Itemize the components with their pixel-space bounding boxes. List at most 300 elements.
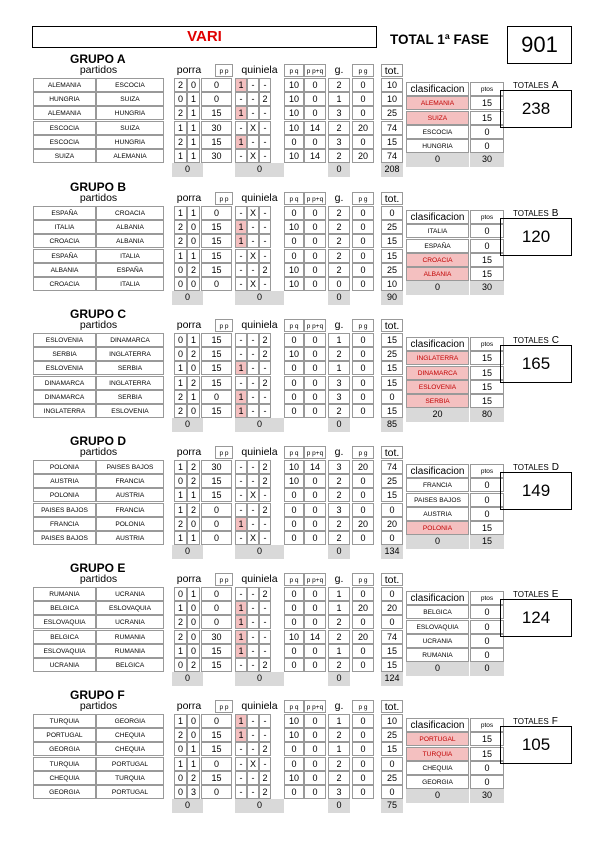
combined-points: 0: [304, 333, 326, 347]
quiniela-label: quiniela: [241, 192, 278, 204]
home-team: PAISES BAJOS: [33, 503, 96, 517]
goals: 1: [328, 714, 350, 728]
pg-label: p g: [352, 192, 374, 205]
clas-team: GEORGIA: [406, 775, 469, 789]
quiniela-2: -: [259, 531, 271, 545]
ppq-label: p p+q: [304, 64, 326, 77]
porra-away-goals: 0: [187, 728, 200, 742]
row-total: 25: [381, 347, 403, 361]
porra-away-goals: 1: [187, 531, 200, 545]
quiniela-points: 0: [284, 404, 304, 418]
porra-points: 15: [201, 263, 232, 277]
porra-label: porra: [176, 192, 202, 204]
combined-points: 0: [304, 615, 326, 629]
clas-points: 15: [470, 267, 504, 281]
goals: 1: [328, 361, 350, 375]
quiniela-2: -: [259, 78, 271, 92]
home-team: CROACIA: [33, 234, 96, 248]
clas-points: 0: [470, 224, 504, 238]
quiniela-points: 0: [284, 742, 304, 756]
porra-home-goals: 2: [174, 390, 187, 404]
quiniela-2: -: [259, 728, 271, 742]
away-team: SUIZA: [96, 92, 164, 106]
away-team: HUNGRIA: [96, 135, 164, 149]
away-team: BELGICA: [96, 658, 164, 672]
quiniela-points: 0: [284, 234, 304, 248]
porra-away-goals: 0: [187, 78, 200, 92]
group-total: 124: [500, 599, 572, 637]
porra-points: 15: [201, 347, 232, 361]
porra-points: 0: [201, 714, 232, 728]
quiniela-label: quiniela: [241, 446, 278, 458]
sum-quiniela: 0: [235, 799, 284, 813]
row-total: 15: [381, 234, 403, 248]
g-label: g.: [334, 446, 344, 458]
away-team: UCRANIA: [96, 615, 164, 629]
row-total: 25: [381, 263, 403, 277]
goals: 3: [328, 460, 350, 474]
ppq-label: p p+q: [304, 192, 326, 205]
quiniela-points: 0: [284, 361, 304, 375]
quiniela-points: 10: [284, 277, 304, 291]
clasificacion-label: clasificacion: [406, 718, 469, 732]
clas-sum-b: 30: [470, 153, 504, 167]
home-team: RUMANIA: [33, 587, 96, 601]
combined-points: 14: [304, 460, 326, 474]
quiniela-2: 2: [259, 474, 271, 488]
quiniela-points: 0: [284, 601, 304, 615]
combined-points: 14: [304, 630, 326, 644]
group-total: 238: [500, 90, 572, 128]
home-team: FRANCIA: [33, 517, 96, 531]
quiniela-x: -: [247, 771, 259, 785]
quiniela-2: -: [259, 517, 271, 531]
combined-points: 0: [304, 714, 326, 728]
away-team: PORTUGAL: [96, 785, 164, 799]
quiniela-2: -: [259, 135, 271, 149]
quiniela-x: -: [247, 630, 259, 644]
porra-away-goals: 2: [187, 460, 200, 474]
group-total: 105: [500, 726, 572, 764]
clasificacion-label: clasificacion: [406, 464, 469, 478]
home-team: PORTUGAL: [33, 728, 96, 742]
quiniela-2: -: [259, 714, 271, 728]
porra-away-goals: 2: [187, 347, 200, 361]
goals-points: 0: [352, 714, 374, 728]
porra-home-goals: 1: [174, 149, 187, 163]
home-team: GEORGIA: [33, 742, 96, 756]
sum-porra: 0: [172, 291, 203, 305]
quiniela-2: -: [259, 390, 271, 404]
clas-points: 15: [470, 111, 504, 125]
combined-points: 0: [304, 106, 326, 120]
quiniela-points: 10: [284, 78, 304, 92]
porra-home-goals: 1: [174, 460, 187, 474]
goals-points: 20: [352, 460, 374, 474]
quiniela-x: X: [247, 121, 259, 135]
porra-home-goals: 1: [174, 376, 187, 390]
quiniela-points: 0: [284, 135, 304, 149]
quiniela-1: -: [235, 277, 247, 291]
clas-team: ITALIA: [406, 224, 469, 238]
combined-points: 0: [304, 263, 326, 277]
porra-points: 0: [201, 757, 232, 771]
goals: 2: [328, 658, 350, 672]
clas-sum-b: 30: [470, 281, 504, 295]
away-team: GEORGIA: [96, 714, 164, 728]
ppq-label: p p+q: [304, 446, 326, 459]
porra-points: 15: [201, 376, 232, 390]
quiniela-1: 1: [235, 728, 247, 742]
home-team: SERBIA: [33, 347, 96, 361]
combined-points: 0: [304, 531, 326, 545]
away-team: SERBIA: [96, 390, 164, 404]
combined-points: 0: [304, 474, 326, 488]
porra-away-goals: 1: [187, 333, 200, 347]
quiniela-2: -: [259, 149, 271, 163]
quiniela-1: -: [235, 149, 247, 163]
porra-away-goals: 0: [187, 404, 200, 418]
quiniela-x: -: [247, 333, 259, 347]
clas-points: 0: [470, 139, 504, 153]
quiniela-1: -: [235, 785, 247, 799]
group-total: 149: [500, 472, 572, 510]
tot-label: tot.: [381, 446, 403, 459]
quiniela-x: -: [247, 460, 259, 474]
goals-points: 20: [352, 517, 374, 531]
ptos-label: ptos: [470, 591, 504, 605]
home-team: INGLATERRA: [33, 404, 96, 418]
quiniela-x: -: [247, 361, 259, 375]
row-total: 10: [381, 78, 403, 92]
porra-away-goals: 0: [187, 644, 200, 658]
sum-total: 75: [381, 799, 403, 813]
clas-team: RUMANIA: [406, 648, 469, 662]
goals-points: 0: [352, 333, 374, 347]
pp-label: p p: [215, 319, 233, 332]
g-label: g.: [334, 64, 344, 76]
goals: 1: [328, 587, 350, 601]
quiniela-2: 2: [259, 785, 271, 799]
porra-home-goals: 0: [174, 785, 187, 799]
away-team: RUMANIA: [96, 644, 164, 658]
porra-home-goals: 0: [174, 742, 187, 756]
goals-points: 0: [352, 404, 374, 418]
row-total: 15: [381, 376, 403, 390]
partidos-label: partidos: [79, 192, 118, 204]
porra-home-goals: 2: [174, 404, 187, 418]
ppq-label: p p+q: [304, 700, 326, 713]
quiniela-x: X: [247, 277, 259, 291]
sum-goals: 0: [328, 418, 350, 432]
group-total: 165: [500, 345, 572, 383]
quiniela-2: 2: [259, 587, 271, 601]
home-team: PAISES BAJOS: [33, 531, 96, 545]
group-title: GRUPO E: [70, 561, 126, 575]
quiniela-points: 0: [284, 658, 304, 672]
porra-points: 0: [201, 531, 232, 545]
porra-away-goals: 1: [187, 135, 200, 149]
porra-points: 0: [201, 615, 232, 629]
sum-porra: 0: [172, 799, 203, 813]
totales-letter: B: [551, 208, 559, 219]
porra-points: 0: [201, 92, 232, 106]
clas-sum-a: 0: [406, 281, 469, 295]
goals-points: 0: [352, 361, 374, 375]
clas-team: HUNGRIA: [406, 139, 469, 153]
quiniela-x: -: [247, 714, 259, 728]
quiniela-points: 0: [284, 206, 304, 220]
goals-points: 0: [352, 503, 374, 517]
quiniela-1: 1: [235, 106, 247, 120]
row-total: 25: [381, 106, 403, 120]
away-team: ITALIA: [96, 277, 164, 291]
quiniela-2: -: [259, 249, 271, 263]
sum-quiniela: 0: [235, 672, 284, 686]
goals: 3: [328, 785, 350, 799]
goals-points: 0: [352, 135, 374, 149]
sum-total: 124: [381, 672, 403, 686]
clas-team: INGLATERRA: [406, 351, 469, 365]
quiniela-1: 1: [235, 601, 247, 615]
quiniela-points: 0: [284, 390, 304, 404]
quiniela-x: -: [247, 135, 259, 149]
porra-points: 15: [201, 644, 232, 658]
sum-goals: 0: [328, 545, 350, 559]
partidos-label: partidos: [79, 319, 118, 331]
away-team: INGLATERRA: [96, 376, 164, 390]
goals: 2: [328, 474, 350, 488]
porra-away-goals: 0: [187, 361, 200, 375]
clas-team: ALEMANIA: [406, 96, 469, 110]
row-total: 20: [381, 517, 403, 531]
goals-points: 0: [352, 376, 374, 390]
porra-home-goals: 0: [174, 474, 187, 488]
quiniela-2: 2: [259, 658, 271, 672]
away-team: AUSTRIA: [96, 488, 164, 502]
row-total: 0: [381, 615, 403, 629]
away-team: ESLOVAQUIA: [96, 601, 164, 615]
porra-points: 30: [201, 460, 232, 474]
porra-points: 30: [201, 149, 232, 163]
partidos-label: partidos: [79, 573, 118, 585]
away-team: SUIZA: [96, 121, 164, 135]
clas-points: 0: [470, 125, 504, 139]
quiniela-x: -: [247, 106, 259, 120]
home-team: CROACIA: [33, 277, 96, 291]
clas-points: 15: [470, 366, 504, 380]
quiniela-points: 10: [284, 92, 304, 106]
quiniela-points: 10: [284, 121, 304, 135]
quiniela-2: -: [259, 206, 271, 220]
away-team: PORTUGAL: [96, 757, 164, 771]
totales-word: TOTALES: [513, 717, 549, 726]
quiniela-1: 1: [235, 644, 247, 658]
porra-home-goals: 0: [174, 263, 187, 277]
group-b: [0, 180, 595, 308]
row-total: 0: [381, 206, 403, 220]
group-title: GRUPO B: [70, 180, 127, 194]
porra-home-goals: 0: [174, 92, 187, 106]
porra-points: 15: [201, 742, 232, 756]
partidos-label: partidos: [79, 64, 118, 76]
sum-goals: 0: [328, 163, 350, 177]
away-team: ESCOCIA: [96, 78, 164, 92]
goals-points: 0: [352, 347, 374, 361]
pp-label: p p: [215, 446, 233, 459]
combined-points: 0: [304, 644, 326, 658]
clasificacion-label: clasificacion: [406, 337, 469, 351]
porra-label: porra: [176, 446, 202, 458]
away-team: POLONIA: [96, 517, 164, 531]
combined-points: 0: [304, 361, 326, 375]
clas-points: 0: [470, 478, 504, 492]
porra-home-goals: 0: [174, 771, 187, 785]
quiniela-points: 10: [284, 263, 304, 277]
away-team: FRANCIA: [96, 474, 164, 488]
porra-home-goals: 2: [174, 78, 187, 92]
home-team: GEORGIA: [33, 785, 96, 799]
combined-points: 0: [304, 78, 326, 92]
clas-points: 0: [470, 634, 504, 648]
porra-points: 15: [201, 249, 232, 263]
goals-points: 0: [352, 728, 374, 742]
clas-sum-b: 0: [470, 662, 504, 676]
quiniela-x: -: [247, 78, 259, 92]
quiniela-1: -: [235, 263, 247, 277]
combined-points: 0: [304, 785, 326, 799]
row-total: 25: [381, 220, 403, 234]
pg-label: p g: [352, 446, 374, 459]
quiniela-x: X: [247, 531, 259, 545]
away-team: INGLATERRA: [96, 347, 164, 361]
porra-away-goals: 1: [187, 587, 200, 601]
home-team: ESLOVENIA: [33, 333, 96, 347]
totales-word: TOTALES: [513, 81, 549, 90]
porra-points: 15: [201, 404, 232, 418]
quiniela-1: 1: [235, 135, 247, 149]
quiniela-1: -: [235, 771, 247, 785]
goals: 2: [328, 206, 350, 220]
quiniela-points: 10: [284, 474, 304, 488]
clas-sum-b: 15: [470, 535, 504, 549]
goals-points: 0: [352, 390, 374, 404]
goals-points: 20: [352, 601, 374, 615]
pg-label: p g: [352, 573, 374, 586]
home-team: TURQUIA: [33, 757, 96, 771]
tot-label: tot.: [381, 64, 403, 77]
home-team: ALBANIA: [33, 263, 96, 277]
away-team: ALBANIA: [96, 234, 164, 248]
row-total: 25: [381, 728, 403, 742]
home-team: POLONIA: [33, 460, 96, 474]
quiniela-1: 1: [235, 390, 247, 404]
combined-points: 0: [304, 135, 326, 149]
quiniela-points: 0: [284, 785, 304, 799]
quiniela-points: 10: [284, 771, 304, 785]
away-team: AUSTRIA: [96, 531, 164, 545]
porra-home-goals: 2: [174, 630, 187, 644]
porra-home-goals: 2: [174, 234, 187, 248]
quiniela-2: -: [259, 615, 271, 629]
quiniela-1: -: [235, 757, 247, 771]
away-team: ESLOVENIA: [96, 404, 164, 418]
goals-points: 0: [352, 106, 374, 120]
ptos-label: ptos: [470, 337, 504, 351]
quiniela-points: 10: [284, 220, 304, 234]
group-a: [0, 52, 595, 180]
porra-points: 15: [201, 658, 232, 672]
goals-points: 0: [352, 771, 374, 785]
goals-points: 0: [352, 92, 374, 106]
partidos-label: partidos: [79, 700, 118, 712]
porra-points: 15: [201, 474, 232, 488]
clas-team: PAISES BAJOS: [406, 493, 469, 507]
pq-label: p q: [284, 700, 304, 713]
porra-away-goals: 1: [187, 390, 200, 404]
clas-team: DINAMARCA: [406, 366, 469, 380]
row-total: 25: [381, 474, 403, 488]
clas-team: ESLOVENIA: [406, 380, 469, 394]
porra-points: 15: [201, 361, 232, 375]
porra-away-goals: 1: [187, 121, 200, 135]
home-team: BELGICA: [33, 601, 96, 615]
row-total: 0: [381, 503, 403, 517]
quiniela-x: -: [247, 220, 259, 234]
away-team: ESPAÑA: [96, 263, 164, 277]
clas-points: 15: [470, 351, 504, 365]
combined-points: 0: [304, 488, 326, 502]
quiniela-1: -: [235, 121, 247, 135]
goals: 2: [328, 234, 350, 248]
home-team: UCRANIA: [33, 658, 96, 672]
home-team: CHEQUIA: [33, 771, 96, 785]
goals: 2: [328, 78, 350, 92]
quiniela-label: quiniela: [241, 64, 278, 76]
porra-away-goals: 0: [187, 601, 200, 615]
clas-team: SUIZA: [406, 111, 469, 125]
home-team: POLONIA: [33, 488, 96, 502]
row-total: 0: [381, 785, 403, 799]
clas-team: ESPAÑA: [406, 239, 469, 253]
porra-home-goals: 1: [174, 601, 187, 615]
quiniela-x: -: [247, 601, 259, 615]
quiniela-2: 2: [259, 460, 271, 474]
home-team: ITALIA: [33, 220, 96, 234]
sum-quiniela: 0: [235, 418, 284, 432]
porra-home-goals: 2: [174, 220, 187, 234]
sum-quiniela: 0: [235, 291, 284, 305]
porra-label: porra: [176, 319, 202, 331]
clas-team: CHEQUIA: [406, 761, 469, 775]
row-total: 10: [381, 714, 403, 728]
goals: 2: [328, 488, 350, 502]
goals-points: 0: [352, 277, 374, 291]
combined-points: 0: [304, 92, 326, 106]
pp-label: p p: [215, 64, 233, 77]
clas-points: 0: [470, 761, 504, 775]
group-title: GRUPO D: [70, 434, 127, 448]
tot-label: tot.: [381, 573, 403, 586]
goals-points: 0: [352, 474, 374, 488]
sum-goals: 0: [328, 799, 350, 813]
porra-home-goals: 2: [174, 615, 187, 629]
quiniela-2: 2: [259, 92, 271, 106]
quiniela-1: 1: [235, 78, 247, 92]
porra-points: 15: [201, 106, 232, 120]
porra-points: 0: [201, 503, 232, 517]
home-team: AUSTRIA: [33, 474, 96, 488]
